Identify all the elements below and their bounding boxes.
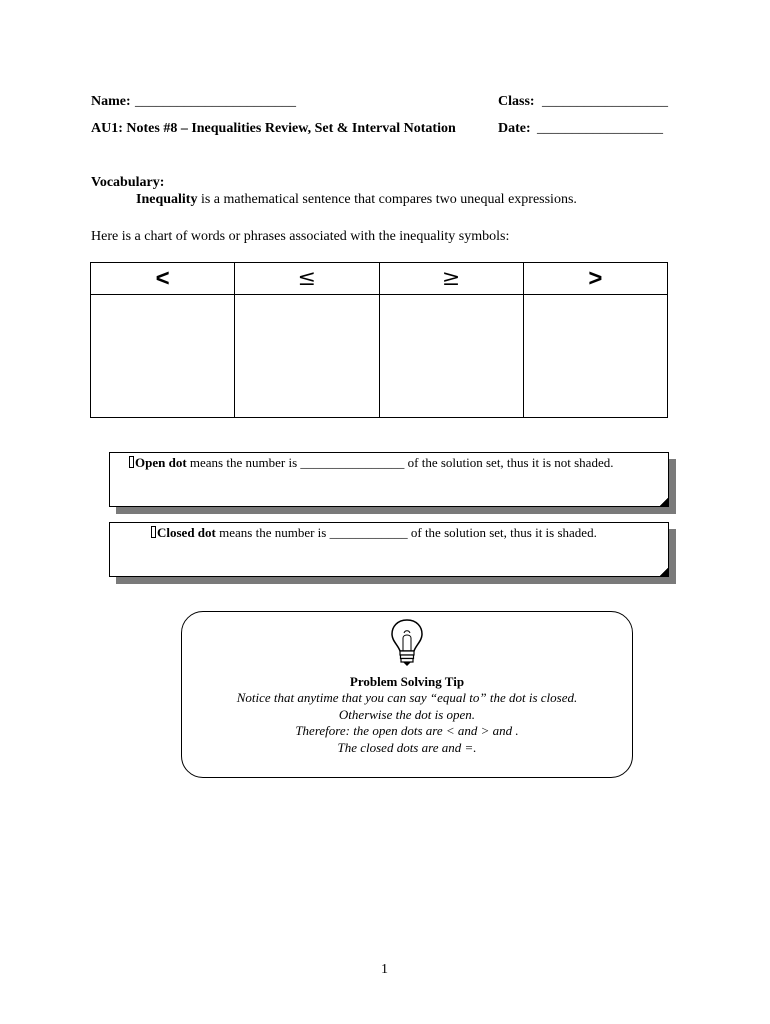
cell-greater-than[interactable] [523,295,667,418]
page-number: 1 [381,962,388,977]
open-dot-callout [109,452,669,507]
tip-line-4: The closed dots are and =. [337,740,477,755]
lightbulb-icon [390,618,424,668]
vocabulary-term: Inequality [136,192,198,207]
open-dot-marker-icon [129,456,134,468]
header-greater-than [523,263,667,295]
open-dot-term: Open dot [135,455,187,470]
closed-dot-text-before: means the number is [215,525,330,540]
vocabulary-definition-text: is a mathematical sentence that compares two unequal expressions. [197,192,577,207]
cell-less-than-or-equal[interactable] [235,295,379,418]
table-row [91,295,668,418]
closed-dot-text [151,525,597,541]
tip-line-2: Otherwise the dot is open. [338,707,476,722]
date-label: Date: [498,121,531,136]
cell-greater-than-or-equal[interactable] [379,295,523,418]
header-greater-than-or-equal [379,263,523,295]
table-header-row [91,263,668,295]
vocabulary-heading: Vocabulary: [91,175,165,190]
greater-than-symbol: > [588,264,603,292]
closed-dot-text-after: of the solution set, thus it is shaded. [407,525,597,540]
name-blank[interactable]: _______________________ [135,94,296,109]
tip-title: Problem Solving Tip [349,674,465,689]
page-curl-icon [660,498,668,506]
open-dot-text-after: of the solution set, thus it is not shaded. [404,455,614,470]
date-blank[interactable]: __________________ [537,121,663,136]
name-label: Name: [91,94,131,109]
open-dot-text [129,455,613,471]
class-label: Class: [498,94,535,109]
header-less-than [91,263,235,295]
inequality-symbols-table [90,262,668,418]
tip-line-3: Therefore: the open dots are < and > and . [295,723,519,738]
vocabulary-definition [136,192,577,208]
open-dot-text-before: means the number is [186,455,301,470]
page-curl-icon [660,568,668,576]
header-less-than-or-equal [235,263,379,295]
chart-intro: Here is a chart of words or phrases associated with the inequality symbols: [91,229,510,244]
problem-solving-tip-box [181,611,633,778]
tip-line-1: Notice that anytime that you can say “equal to” the dot is closed. [236,690,578,705]
cell-less-than[interactable] [91,295,235,418]
class-blank[interactable]: __________________ [542,94,668,109]
less-than-or-equal-symbol: ≤ [297,266,317,291]
closed-dot-marker-icon [151,526,156,538]
less-than-symbol: < [155,264,170,292]
greater-than-or-equal-symbol: ≥ [441,266,461,291]
page-title: AU1: Notes #8 – Inequalities Review, Set & Interval Notation [91,121,456,136]
closed-dot-term: Closed dot [157,525,216,540]
open-dot-blank[interactable]: ________________ [300,455,405,470]
closed-dot-callout [109,522,669,577]
closed-dot-blank[interactable]: ____________ [329,525,408,540]
